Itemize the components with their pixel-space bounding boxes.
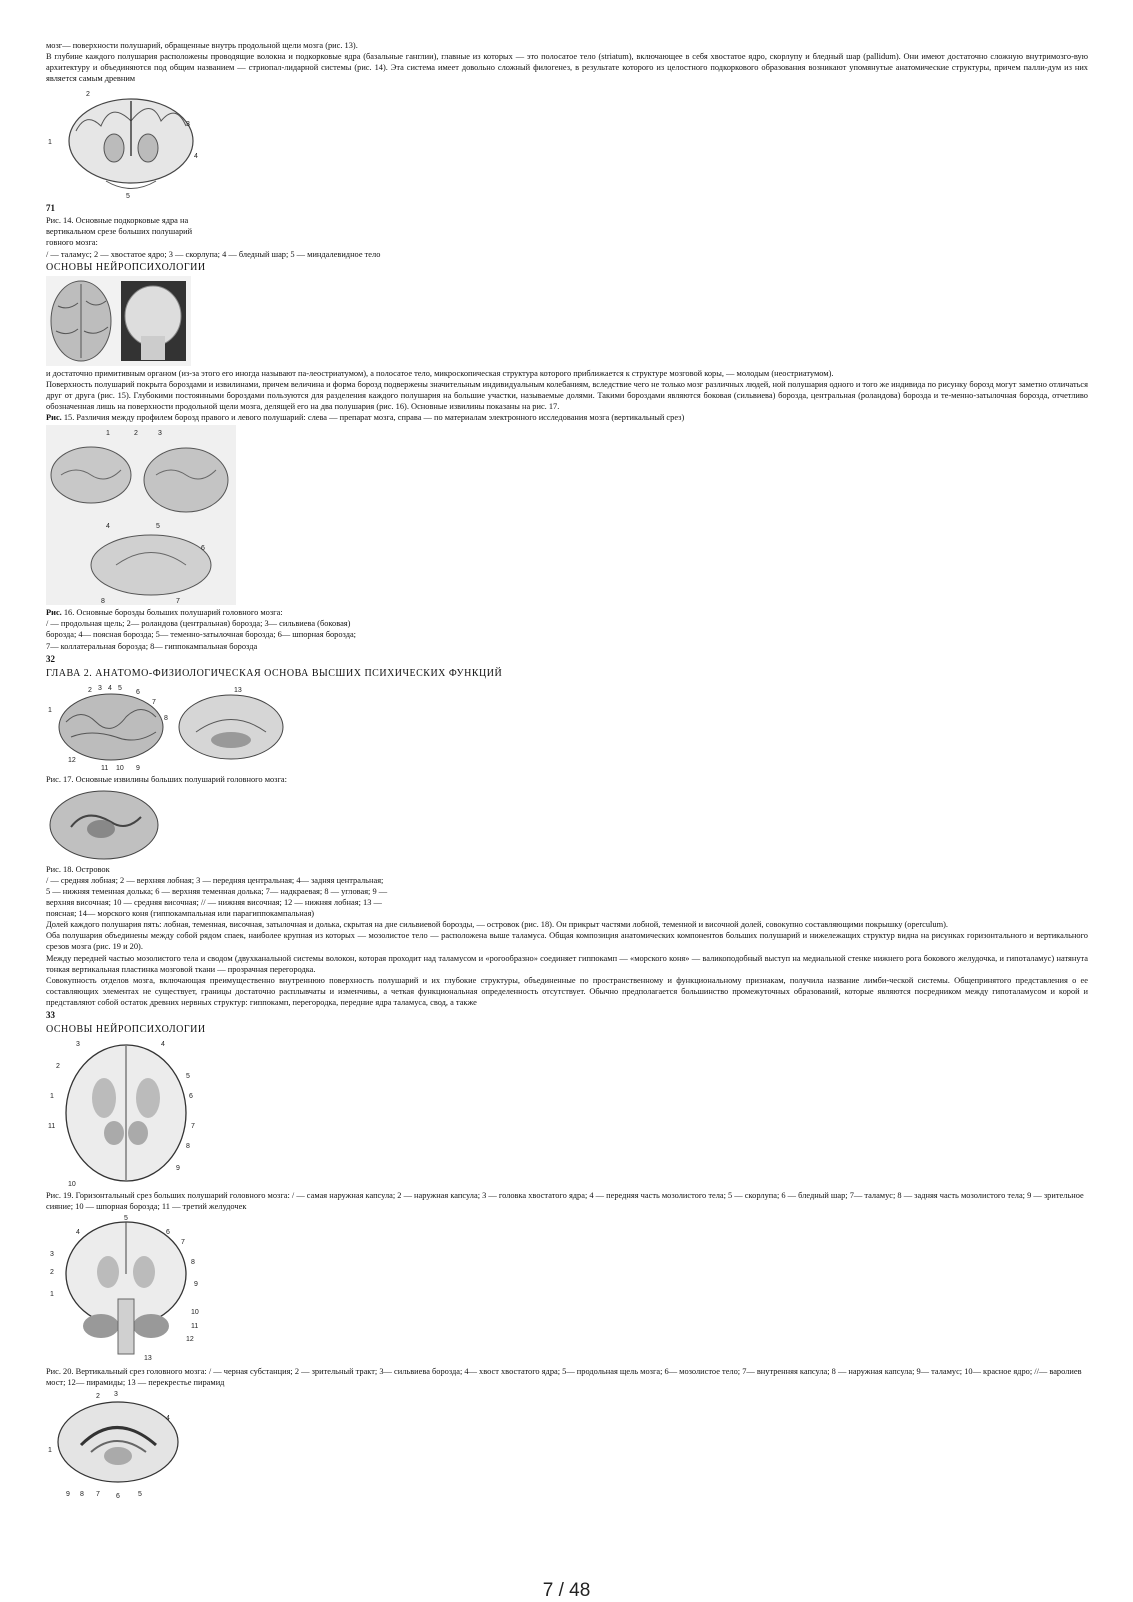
- caption-line: говного мозга:: [46, 238, 98, 248]
- fig20-label-9: 9: [194, 1281, 198, 1289]
- fig19-label-4: 4: [161, 1041, 165, 1049]
- fig17-label-4: 4: [108, 684, 112, 692]
- fig17-label-7: 7: [152, 698, 156, 706]
- figure-21-limbic-medial-view: [46, 1390, 186, 1500]
- fig19-label-2: 2: [56, 1063, 60, 1071]
- paragraph-sulci: Поверхность полушарий покрыта бороздами и извилинами, причем величина и форма борозд подвержены значительным индивидуальным колебаниям, вследствие чего не только мозг различных людей, ной полушария одного и того же индивида по рисунку борозд могут заметно отличаться друг от друга (рис. 15). Глубокими постоянными бороздами пользуются для разделения каждого полушария на большие участки, называемые долями. Такими бороздами являются боковая (сильвиева) борозда, центральная (роландова) борозда и те-менно-затылочная борозда, отчетливо обозначенная лишь на поверхности продольной щели мозга, делящей его на два полушария (рис. 16). Основные извилины показаны на рис. 17.: [46, 379, 1088, 412]
- fig19-label-3: 3: [76, 1041, 80, 1049]
- caption-line: / — таламус; 2 — хвостатое ядро; 3 — скорлупа; 4 — бледный шар; 5 — миндалевидное тело: [46, 249, 381, 259]
- caption-line: 7— коллатеральная борозда; 8— гиппокампальная борозда: [46, 641, 258, 651]
- fig20-label-11: 11: [191, 1323, 199, 1331]
- fig21-label-7: 7: [96, 1491, 100, 1499]
- caption-prefix: Рис.: [46, 413, 62, 423]
- page-number-33: 33: [46, 1010, 55, 1021]
- document-page: [46, 40, 1088, 1502]
- paragraph-lobes: Долей каждого полушария пять: лобная, теменная, височная, затылочная и долька, скрытая на дне сильвиевой борозды, — островок (рис. 18). Он прикрыт частями лобной, теменной и височной долей, совокупно составляющими покрышку (operculum).: [46, 920, 948, 930]
- fig14-label-3: 3: [186, 121, 190, 129]
- fig17-label-6: 6: [136, 688, 140, 696]
- paragraph-paleostriatum: и достаточно примитивным органом (из-за этого его иногда называют па-леостриатумом), а полосатое тело, микроскопическая структура которого приближается к структуре мозговой коры, — молодым (неостриатумом).: [46, 368, 834, 378]
- caption-line: / — продольная щель; 2— роландова (центральная) борозда; 3— сильвиева (боковая): [46, 619, 351, 629]
- fig16-label-3: 3: [158, 430, 162, 438]
- fig20-caption: Рис. 20. Вертикальный срез головного мозга: / — черная субстанция; 2 — зрительный тракт; 3— сильвиева борозда; 4— хвост хвостатого ядра; 5— продольная щель мозга; 6— мозолистое тело; 7— внутренняя капсула; 8 — наружная капсула; 9— таламус; 10— красное ядро; //— варолиев мост; 12— пирамиды; 13 — перекрестье пирамид: [46, 1367, 1082, 1388]
- fig19-label-1: 1: [50, 1093, 54, 1101]
- fig21-label-8: 8: [80, 1491, 84, 1499]
- caption-line: 5 — нижняя теменная долька; 6 — верхняя теменная долька; 7— надкраевая; 8 — угловая; 9 —: [46, 887, 388, 896]
- fig21-label-9: 9: [66, 1491, 70, 1499]
- fig15-caption: [46, 412, 1088, 423]
- fig17-label-12: 12: [68, 756, 76, 764]
- paragraph-limbic: Совокупность отделов мозга, включающая преимущественно внутреннюю поверхность полушарий и их глубокие структуры, объединенные по пространственному и функциональному признакам, получила название лимби-ческой системы. Общепринятого представления о ее составляющих элементах не существует, границы достаточно расплывчаты и изменчивы, а четкая функциональная определенность отсутствует. Обычно предполагается большинство промежуточных образований, которые являются посредником между гипоталамусом и корой и представляют собой остаток древних нервных структур: гиппокамп, перегородка, передние ядра таламуса, свод, а также: [46, 975, 1088, 1007]
- fig20-label-4: 4: [76, 1229, 80, 1237]
- figure-17-gyri: [46, 682, 296, 772]
- fig21-label-5: 5: [138, 1491, 142, 1499]
- caption-prefix: Рис.: [46, 608, 62, 618]
- fig17-label-3: 3: [98, 684, 102, 692]
- fig21-label-1: 1: [48, 1447, 52, 1455]
- fig16-label-7: 7: [176, 598, 180, 606]
- caption-line: / — средняя лобная; 2 — верхняя лобная; 3 — передняя центральная; 4— задняя центральная;: [46, 875, 384, 885]
- page-indicator: 7 / 48: [542, 1580, 591, 1601]
- fig14-label-4: 4: [194, 153, 198, 161]
- caption-line: поясная; 14— морского коня (гиппокампальная или парагиппокампальная): [46, 909, 315, 919]
- fig17-caption: Рис. 17. Основные извилины больших полушарий головного мозга:: [46, 774, 287, 784]
- fig16-label-6: 6: [201, 545, 205, 553]
- fig16-label-2: 2: [134, 430, 138, 438]
- fig20-label-6: 6: [166, 1229, 170, 1237]
- fig19-label-8: 8: [186, 1143, 190, 1151]
- figure-14-coronal-section: [46, 86, 216, 201]
- fig21-label-6: 6: [116, 1493, 120, 1501]
- fig18-caption: [46, 864, 1088, 919]
- fig17-label-9: 9: [136, 764, 140, 772]
- fig14-label-1: 1: [48, 139, 52, 147]
- fig20-label-5: 5: [124, 1215, 128, 1223]
- figure-16-brain-sulci: [46, 425, 236, 605]
- fig20-label-3: 3: [50, 1251, 54, 1259]
- running-head-33: ОСНОВЫ НЕЙРОПСИХОЛОГИИ: [46, 1023, 206, 1035]
- fig19-label-10: 10: [68, 1181, 76, 1189]
- fig19-label-9: 9: [176, 1165, 180, 1173]
- paragraph-septum: Между передней частью мозолистого тела и сводом (двухканальной системы волокон, которая проходит над таламусом и «рогообразно» соединяет гиппокамп — «морского коня» — валикоподобный выступ на медиальной стенке нижнего рога бокового желудочка, и гипоталамус) натянута тонкая вертикальная пластинка мозговой ткани — прозрачная перегородка.: [46, 953, 1088, 974]
- paragraph-corpus-callosum: Оба полушария объединены между собой рядом спаек, наиболее крупная из которых — мозолистое тело — расположена выше таламуса. Общая композиция анатомических компонентов больших полушарий и нижележащих структур видна на рисунках горизонтального и вертикального срезов мозга (рис. 19 и 20).: [46, 931, 1088, 952]
- fig16-caption: [46, 607, 1088, 651]
- running-head: ОСНОВЫ НЕЙРОПСИХОЛОГИИ: [46, 261, 206, 273]
- intro-line: мозг— поверхности полушарий, обращенные внутрь продольной щели мозга (рис. 13).: [46, 41, 358, 50]
- fig20-label-13: 13: [144, 1355, 152, 1363]
- fig17-label-13: 13: [234, 686, 242, 694]
- caption-line: Рис. 14. Основные подкорковые ядра на: [46, 216, 189, 226]
- fig16-label-4: 4: [106, 523, 110, 531]
- fig20-label-2: 2: [50, 1269, 54, 1277]
- caption-text: 15. Различия между профилем борозд правого и левого полушарий: слева — препарат мозга, справа — по материалам электронного исследования мозга (вертикальный срез): [63, 413, 685, 423]
- caption-line: 16. Основные борозды больших полушарий головного мозга:: [63, 608, 283, 618]
- paragraph-striatum: В глубине каждого полушария расположены проводящие волокна и подкорковые ядра (базальные ганглии), главные из которых — это полосатое тело (striatum), включающее в себя хвостатое ядро, скорлупу и бледный шар (pallidum). Они имеют достаточно сложную внутримозго-вую архитектуру и объединяются под общим названием — стриопал-лидарной системы (рис. 14). Эта система имеет довольно сложный филогенез, в результате которого из целостного подкоркового образования возникают упомянутые анатомические структуры, причем палли-дум из них является самым древним: [46, 52, 1088, 84]
- page-number-32: 32: [46, 653, 55, 664]
- fig19-caption: Рис. 19. Горизонтальный срез больших полушарий головного мозга: / — самая наружная капсула; 2 — наружная капсула; 3 — головка хвостатого ядра; 4 — передняя часть мозолистого тела; 5 — скорлупа; 6 — бледный шар; 7— таламус; 8 — задняя часть мозолистого тела; 9 — зрительное сияние; 10 — шпорная борозда; 11 — третий желудочек: [46, 1191, 1084, 1212]
- fig20-label-12: 12: [186, 1336, 194, 1344]
- figure-19-horizontal-section: [46, 1038, 206, 1188]
- fig19-label-5: 5: [186, 1073, 190, 1081]
- fig17-label-2: 2: [88, 686, 92, 694]
- fig14-label-2: 2: [86, 91, 90, 99]
- figure-18-insula: [46, 787, 161, 862]
- fig16-label-1: 1: [106, 430, 110, 438]
- fig21-label-4: 4: [166, 1415, 170, 1423]
- fig21-label-3: 3: [114, 1391, 118, 1399]
- fig14-caption: [46, 215, 1088, 259]
- fig20-label-7: 7: [181, 1239, 185, 1247]
- caption-line: верхняя височная; 10 — средняя височная; // — нижняя височная; 12 — нижняя лобная; 13 —: [46, 898, 382, 908]
- fig20-label-10: 10: [191, 1309, 199, 1317]
- fig16-label-5: 5: [156, 523, 160, 531]
- fig17-label-11: 11: [101, 764, 109, 772]
- fig14-label-5: 5: [126, 193, 130, 201]
- figure-20-vertical-section: [46, 1214, 206, 1364]
- page-number-71: 71: [46, 203, 55, 214]
- caption-line: вертикальном срезе больших полушарий: [46, 227, 193, 237]
- fig17-label-5: 5: [118, 684, 122, 692]
- fig20-label-8: 8: [191, 1259, 195, 1267]
- fig19-label-11: 11: [48, 1123, 56, 1131]
- fig17-label-8: 8: [164, 714, 168, 722]
- fig16-label-8: 8: [101, 598, 105, 606]
- caption-line: Рис. 18. Островок: [46, 864, 110, 874]
- caption-line: борозда; 4— поясная борозда; 5— теменно-затылочная борозда; 6— шпорная борозда;: [46, 630, 357, 640]
- fig19-label-6: 6: [189, 1093, 193, 1101]
- fig20-label-1: 1: [50, 1291, 54, 1299]
- chapter-heading: ГЛАВА 2. АНАТОМО-ФИЗИОЛОГИЧЕСКАЯ ОСНОВА ВЫСШИХ ПСИХИЧЕСКИХ ФУНКЦИЙ: [46, 667, 503, 679]
- fig21-label-2: 2: [96, 1393, 100, 1401]
- figure-15-brain-photos: [46, 276, 191, 366]
- fig17-label-10: 10: [116, 764, 124, 772]
- fig17-label-1: 1: [48, 706, 52, 714]
- fig19-label-7: 7: [191, 1123, 195, 1131]
